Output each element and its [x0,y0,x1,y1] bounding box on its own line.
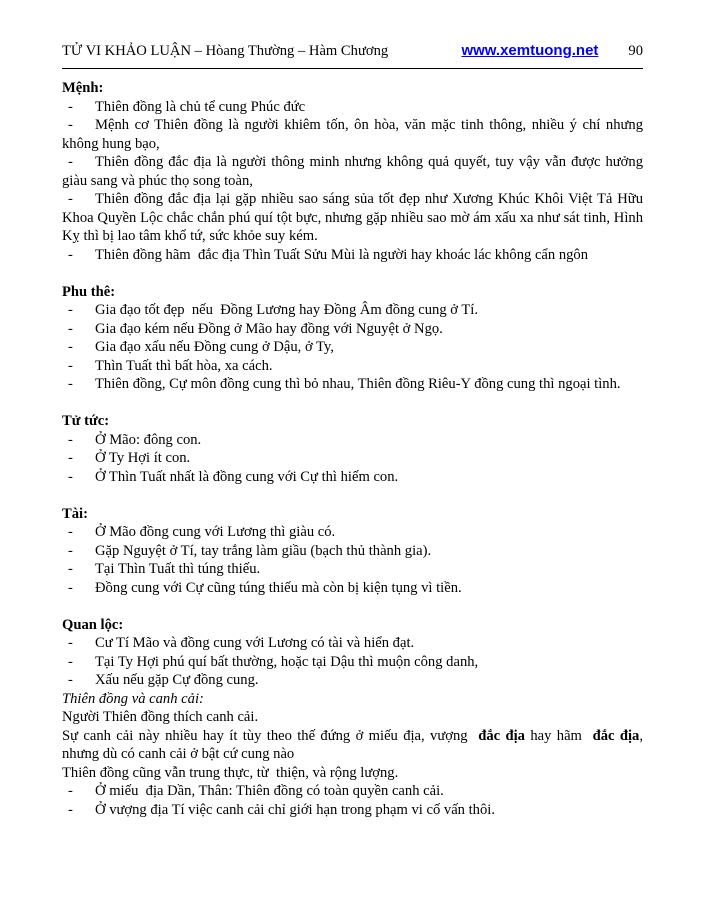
paragraph-thich-canh-cai: Người Thiên đồng thích canh cải. [62,709,259,725]
bullet-item [62,782,643,801]
bullet-text: Tại Thìn Tuất thì túng thiếu. [95,561,261,577]
bullet-dash: - [68,431,73,448]
document-body [62,79,647,819]
bullet-dash: - [68,376,73,392]
bullet-item [62,468,643,487]
bullet-item [62,338,643,357]
bullet-item [62,653,643,672]
bullet-item [62,357,643,376]
text-segment: Sự canh cải này nhiều hay ít tùy theo thế đứng ở miếu địa, vượng [62,727,479,744]
bullet-dash: - [68,98,73,115]
bullet-dash: - [68,117,73,133]
bullet-item [62,190,647,246]
bullet-text: Tại Ty Hợi phú quí bất thường, hoặc tại Dậu thì muộn công danh, [95,653,479,670]
bullet-item [62,579,643,598]
bullet-dash: - [68,450,73,466]
bullet-item [62,246,643,265]
page-header [62,42,643,60]
section-heading-menh: Mệnh: [62,80,104,96]
bullet-text: Ở Ty Hợi ít con. [95,450,191,466]
bullet-item [62,153,647,190]
bullet-dash: - [68,524,73,540]
bullet-text: Ở Mão: đông con. [95,431,202,448]
paragraph-trung-thuc: Thiên đồng cũng vẫn trung thực, từ thiện, và rộng lượng. [62,764,399,781]
bullet-text: Ở miếu địa Dần, Thân: Thiên đồng có toàn quyền canh cải. [95,783,444,799]
section-heading-quan-loc: Quan lộc: [62,616,124,633]
header-title: TỬ VI KHẢO LUẬN – Hòang Thường – Hàm Chương [62,43,389,59]
bullet-dash: - [68,653,73,670]
bullet-text: Thiên đồng hãm đắc địa Thìn Tuất Sửu Mùi là người hay khoác lác không cẩn ngôn [95,246,589,263]
bullet-dash: - [68,154,73,170]
bullet-dash: - [68,246,73,263]
paragraph-su-canh-cai [62,727,647,764]
bullet-item [62,523,643,542]
bullet-item [62,98,643,117]
bullet-dash: - [68,302,73,318]
header-divider [62,68,643,69]
bullet-item [62,375,643,394]
bullet-text: Thiên đồng đắc địa lại gặp nhiều sao sáng sủa tốt đẹp như Xương Khúc Khôi Việt Tả Hữu Khoa Quyền Lộc chắc chắn phú quí tột bực, nhưng gặp nhiều sao mờ ám xấu xa như sát tinh, Hình Kỵ thì bị lao tâm khổ tứ, sức khỏe suy kém. [62,191,647,244]
bullet-dash: - [68,468,73,485]
bold-text-dac-dia: đắc địa [592,727,640,744]
page-number: 90 [628,43,643,59]
section-heading-tai: Tài: [62,505,88,522]
bullet-item [62,560,643,579]
bullet-item [62,634,643,653]
bullet-text: Gặp Nguyệt ở Tí, tay trắng làm giầu (bạch thủ thành gia). [95,542,432,559]
bullet-dash: - [68,542,73,559]
bullet-item [62,431,643,450]
bullet-dash: - [68,191,73,207]
bullet-text: Thìn Tuất thì bất hòa, xa cách. [95,357,273,374]
bullet-text: Thiên đồng là chủ tể cung Phúc đức [95,98,306,115]
bullet-text: Ở Thìn Tuất nhất là đồng cung với Cự thì hiếm con. [95,468,399,485]
bullet-dash: - [68,320,73,337]
text-segment: , nhưng dù có canh cải ở bật cứ cung nào [62,727,647,762]
subheading-canh-cai: Thiên đồng và canh cải: [62,690,204,707]
bullet-text: Cư Tí Mão và đồng cung với Lương có tài và hiển đạt. [95,635,415,651]
section-heading-tu-tuc: Tử tức: [62,413,110,429]
bullet-text: Gia đạo xấu nếu Đồng cung ở Dậu, ở Ty, [95,339,334,355]
bullet-text: Thiên đồng, Cự môn đồng cung thì bỏ nhau, Thiên đồng Riêu-Y đồng cung thì ngoại tình. [95,376,621,392]
text-segment: hay hãm [524,727,593,744]
header-right [461,42,643,60]
bullet-text: Gia đạo tốt đẹp nếu Đồng Lương hay Đồng Âm đồng cung ở Tí. [95,302,479,318]
bullet-item [62,449,643,468]
bullet-text: Thiên đồng đắc địa là người thông minh nhưng không quả quyết, tuy vậy vẫn được hưởng giàu sang và phúc thọ song toàn, [62,154,647,189]
bullet-text: Gia đạo kém nếu Đồng ở Mão hay đồng với Nguyệt ở Ngọ. [95,320,443,337]
bullet-text: Ở vượng địa Tí việc canh cải chỉ giới hạn trong phạm vi cố vấn thôi. [95,801,495,818]
bullet-item [62,116,647,153]
bullet-text: Xấu nếu gặp Cự đồng cung. [95,672,259,688]
bullet-item [62,320,643,339]
bullet-dash: - [68,635,73,651]
bullet-item [62,542,643,561]
bullet-dash: - [68,339,73,355]
website-link[interactable]: www.xemtuong.net [461,42,599,59]
bold-text-dac-dia: đắc địa [478,727,525,744]
bullet-dash: - [68,672,73,688]
bullet-text: Mệnh cơ Thiên đồng là người khiêm tốn, ôn hòa, văn mặc tinh thông, nhiều ý chí nhưng không hung bạo, [62,117,647,152]
bullet-dash: - [68,357,73,374]
bullet-dash: - [68,561,73,577]
bullet-item [62,671,643,690]
bullet-item [62,301,643,320]
bullet-dash: - [68,801,73,818]
bullet-dash: - [68,783,73,799]
bullet-text: Ở Mão đồng cung với Lương thì giàu có. [95,524,336,540]
bullet-dash: - [68,579,73,596]
bullet-item [62,801,643,820]
bullet-text: Đồng cung với Cự cũng túng thiếu mà còn bị kiện tụng vì tiền. [95,579,462,596]
section-heading-phu-the: Phu thê: [62,283,116,300]
